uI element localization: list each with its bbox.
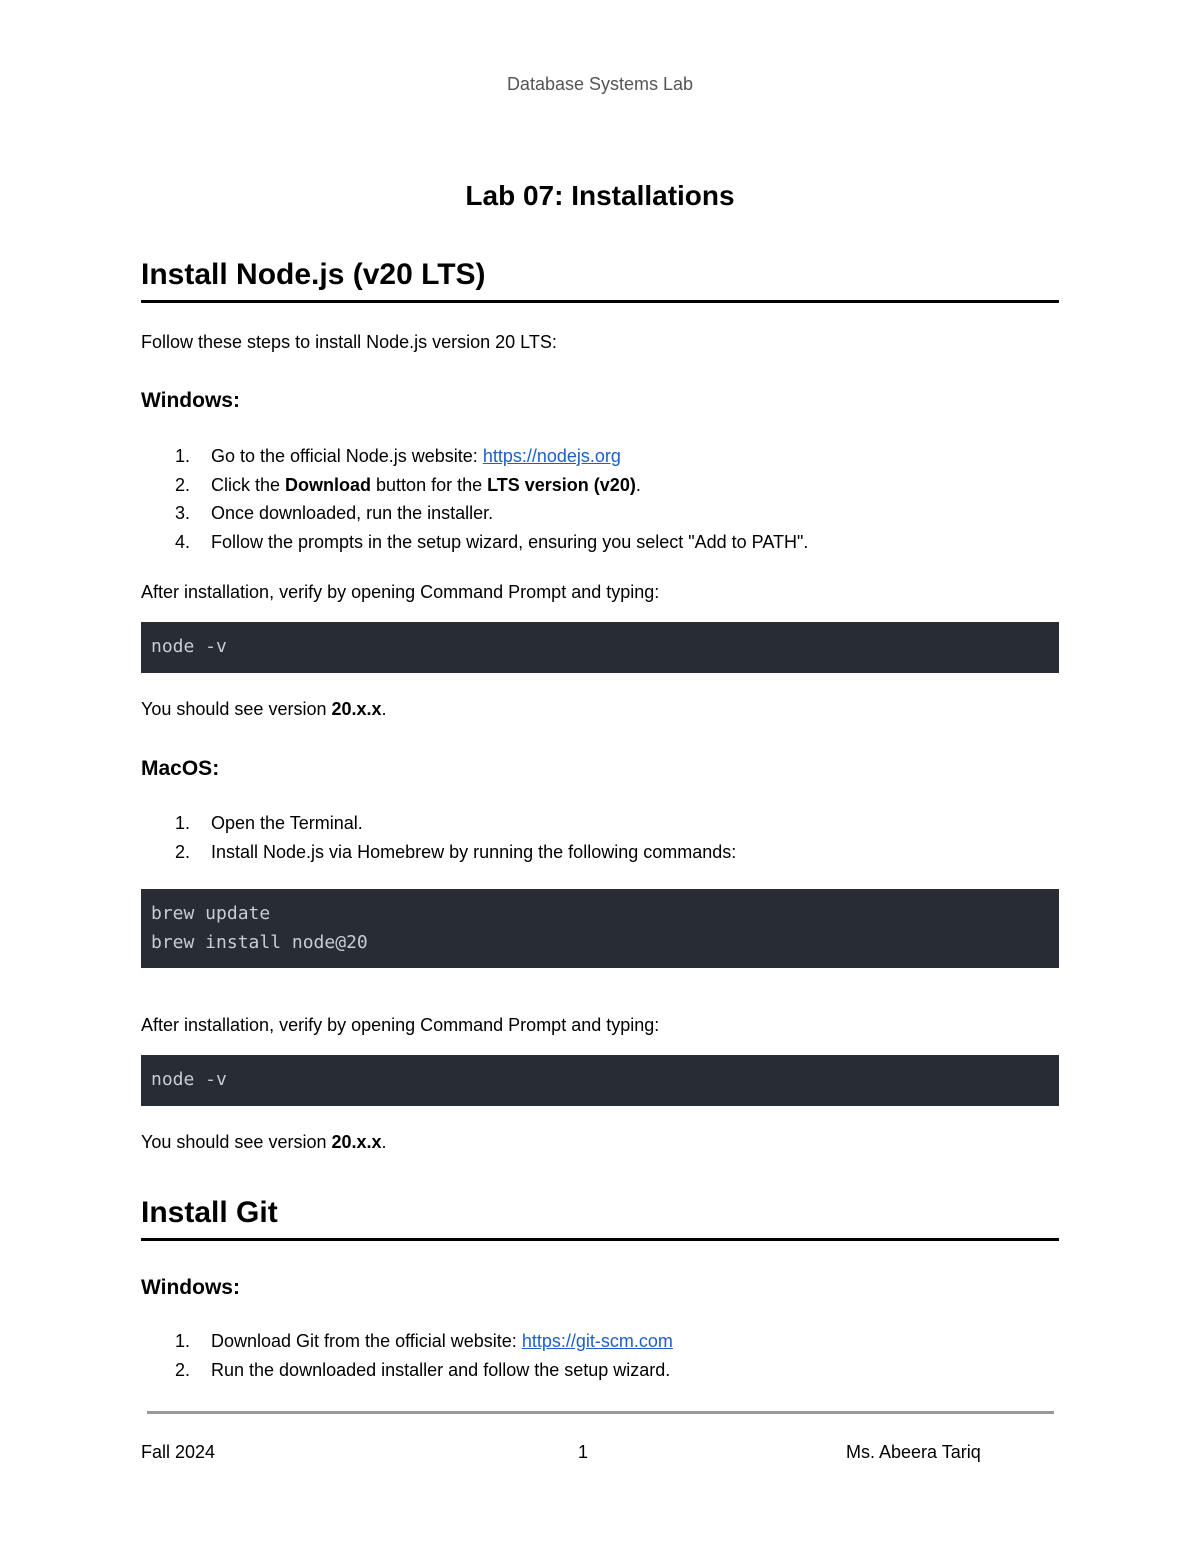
node-intro: Follow these steps to install Node.js version 20 LTS: [141, 332, 557, 352]
code-line: node -v [151, 1069, 227, 1090]
list-item [141, 1356, 673, 1385]
footer-divider [147, 1411, 1054, 1414]
step-text: Click the [211, 474, 286, 495]
step-number: 4. [175, 531, 191, 552]
section-heading-node: Install Node.js (v20 LTS) [141, 258, 1059, 303]
list-item [141, 499, 808, 528]
windows-verify-text: After installation, verify by opening Command Prompt and typing: [141, 582, 660, 602]
list-item [141, 838, 736, 867]
step-number: 1. [175, 1331, 191, 1351]
git-windows-heading: Windows: [141, 1276, 240, 1299]
code-line: brew update [151, 903, 271, 924]
nodejs-link[interactable]: https://nodejs.org [482, 446, 621, 466]
step-number: 2. [175, 474, 191, 495]
macos-heading: MacOS: [141, 757, 220, 780]
macos-result-text [141, 1132, 387, 1153]
code-block-node-version [141, 622, 1059, 673]
result-text: . [381, 1132, 387, 1152]
step-text: Download Git from the official website: [211, 1331, 522, 1351]
code-line: node -v [151, 636, 227, 657]
windows-result-text [141, 699, 387, 720]
section-heading-git: Install Git [141, 1196, 1059, 1241]
code-block-brew [141, 889, 1059, 968]
footer-author: Ms. Abeera Tariq [846, 1442, 981, 1462]
list-item [141, 1327, 673, 1356]
step-number: 1. [175, 446, 191, 466]
step-number: 2. [175, 1359, 191, 1380]
windows-node-steps [141, 442, 808, 556]
list-item [141, 471, 808, 500]
macos-verify-text: After installation, verify by opening Command Prompt and typing: [141, 1015, 660, 1035]
windows-git-steps [141, 1327, 673, 1384]
git-link[interactable]: https://git-scm.com [521, 1331, 673, 1351]
step-number: 2. [175, 841, 191, 862]
step-number: 1. [175, 813, 191, 833]
list-item [141, 528, 808, 557]
windows-heading: Windows: [141, 389, 240, 412]
result-text: You should see version [141, 699, 332, 719]
step-text: Install Node.js via Homebrew by running the following commands: [211, 841, 737, 862]
step-text: Open the Terminal. [211, 813, 363, 833]
code-block-node-version-mac [141, 1055, 1059, 1106]
result-version: 20.x.x [331, 1132, 382, 1152]
step-bold-lts: LTS version (v20) [487, 474, 636, 495]
list-item [141, 809, 736, 838]
step-number: 3. [175, 503, 191, 523]
macos-node-steps [141, 809, 736, 866]
document-title: Lab 07: Installations [465, 180, 735, 211]
code-line: brew install node@20 [151, 932, 368, 953]
footer-page-number: 1 [578, 1442, 589, 1462]
step-text: Once downloaded, run the installer. [211, 503, 494, 523]
result-text: . [381, 699, 387, 719]
footer-semester: Fall 2024 [141, 1442, 216, 1462]
step-text: Run the downloaded installer and follow the setup wizard. [211, 1359, 671, 1380]
step-bold-download: Download [285, 474, 372, 495]
list-item [141, 442, 808, 471]
step-text: . [635, 474, 641, 495]
step-text: Follow the prompts in the setup wizard, ensuring you select "Add to PATH". [211, 531, 809, 552]
result-text: You should see version [141, 1132, 332, 1152]
page-header: Database Systems Lab [506, 74, 694, 94]
step-text: Go to the official Node.js website: [211, 446, 483, 466]
result-version: 20.x.x [331, 699, 382, 719]
step-text: button for the [371, 474, 488, 495]
